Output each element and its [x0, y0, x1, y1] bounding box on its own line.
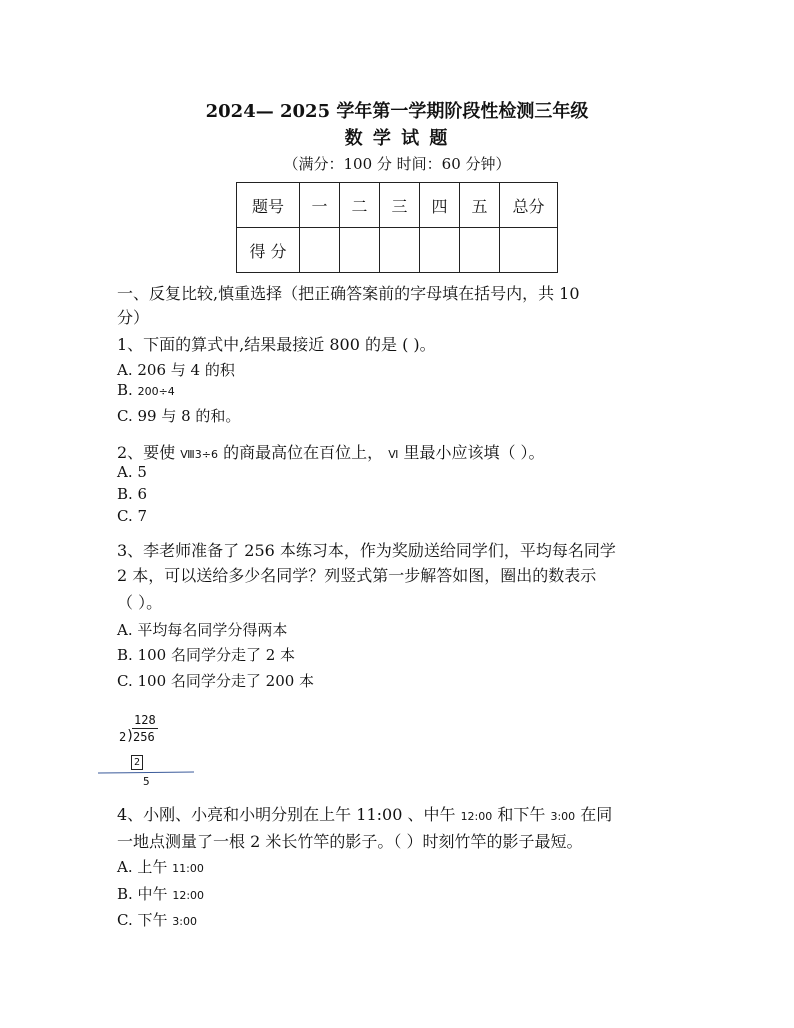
score-row-label: 得 分 [237, 228, 300, 273]
q2-box-symbol: Ⅵ [388, 448, 399, 461]
q4-option-a-time: 11:00 [172, 862, 204, 875]
exam-meta: （满分：100 分 时间：60 分钟） [283, 155, 511, 173]
q4-time-noon: 12:00 [460, 810, 493, 823]
q2-stem-part: 里最小应该填（ ）。 [403, 443, 545, 462]
score-head-cell: 三 [380, 183, 420, 228]
q4-option-b-time: 12:00 [172, 889, 205, 902]
q4-time-pm: 3:00 [550, 810, 576, 823]
section1-heading-cont: 分） [117, 308, 150, 327]
q4-stem-cont: 一地点测量了一根 2 米长竹竿的影子。（ ）时刻竹竿的影子最短。 [117, 832, 583, 851]
q3-stem: 3、李老师准备了 256 本练习本，作为奖励送给同学们，平均每名同学 [117, 541, 616, 560]
q1-option-b-expr: 200÷4 [137, 385, 175, 398]
q4-option-c-time: 3:00 [172, 915, 197, 928]
q2-option-a: A. 5 [117, 463, 147, 481]
q1-option-b [117, 381, 175, 399]
q2-option-c: C. 7 [117, 507, 148, 525]
division-circled-digit: 2 [131, 755, 143, 770]
q2-stem-part: 的商最高位在百位上， [223, 443, 384, 462]
exam-title: 2024— 2025 学年第一学期阶段性检测三年级 [205, 101, 589, 122]
division-quotient: 128 [134, 713, 156, 727]
q4-stem-part: 在同 [580, 805, 613, 824]
score-table [236, 182, 558, 273]
exam-subject: 数 学 试 题 [344, 128, 450, 149]
score-table-score-row [237, 228, 558, 273]
score-cell[interactable] [300, 228, 340, 273]
q1-option-a: A. 206 与 4 的积 [117, 361, 235, 379]
division-line [98, 771, 194, 773]
q2-stem [117, 440, 545, 463]
q1-stem: 1、下面的算式中,结果最接近 800 的是 ( )。 [117, 335, 436, 354]
q4-option-b-label: B. 中午 [117, 885, 168, 903]
q4-stem-part: 4、小刚、小亮和小明分别在上午 11:00 、中午 [117, 805, 456, 824]
score-cell[interactable] [380, 228, 420, 273]
score-head-cell: 五 [460, 183, 500, 228]
score-head-cell: 二 [340, 183, 380, 228]
division-remainder: 5 [143, 775, 150, 788]
division-bracket: ) [126, 728, 135, 744]
q4-option-c [117, 909, 197, 930]
q3-option-a: A. 平均每名同学分得两本 [117, 621, 288, 639]
score-table-head-row [237, 183, 558, 228]
q3-option-b: B. 100 名同学分走了 2 本 [117, 646, 296, 664]
score-head-cell: 总分 [500, 183, 558, 228]
section1-heading: 一、反复比较,慎重选择（把正确答案前的字母填在括号内，共 10 [117, 284, 580, 303]
score-head-cell: 四 [420, 183, 460, 228]
q4-option-a-label: A. 上午 [117, 858, 168, 876]
q1-option-c: C. 99 与 8 的和。 [117, 407, 241, 425]
q2-option-b: B. 6 [117, 485, 148, 503]
score-cell[interactable] [500, 228, 558, 273]
q3-stem-cont: 2 本，可以送给多少名同学？列竖式第一步解答如图，圈出的数表示 [117, 566, 597, 585]
q1-option-b-label: B. [117, 381, 133, 399]
q4-option-b [117, 883, 204, 904]
q4-stem [117, 802, 612, 825]
score-head-cell: 一 [300, 183, 340, 228]
division-bar [132, 728, 158, 729]
division-divisor: 2 [119, 730, 127, 744]
q3-stem-blank: （ ）。 [117, 593, 163, 612]
q2-stem-part: 2、要使 [117, 443, 176, 462]
q3-option-c: C. 100 名同学分走了 200 本 [117, 672, 315, 690]
score-cell[interactable] [460, 228, 500, 273]
division-dividend: 256 [133, 730, 155, 744]
q4-stem-part: 和下午 [497, 805, 546, 824]
q4-option-c-label: C. 下午 [117, 911, 168, 929]
q4-option-a [117, 856, 204, 877]
score-cell[interactable] [340, 228, 380, 273]
score-cell[interactable] [420, 228, 460, 273]
score-head-cell: 题号 [237, 183, 300, 228]
q2-expr: Ⅷ3÷6 [180, 448, 218, 461]
